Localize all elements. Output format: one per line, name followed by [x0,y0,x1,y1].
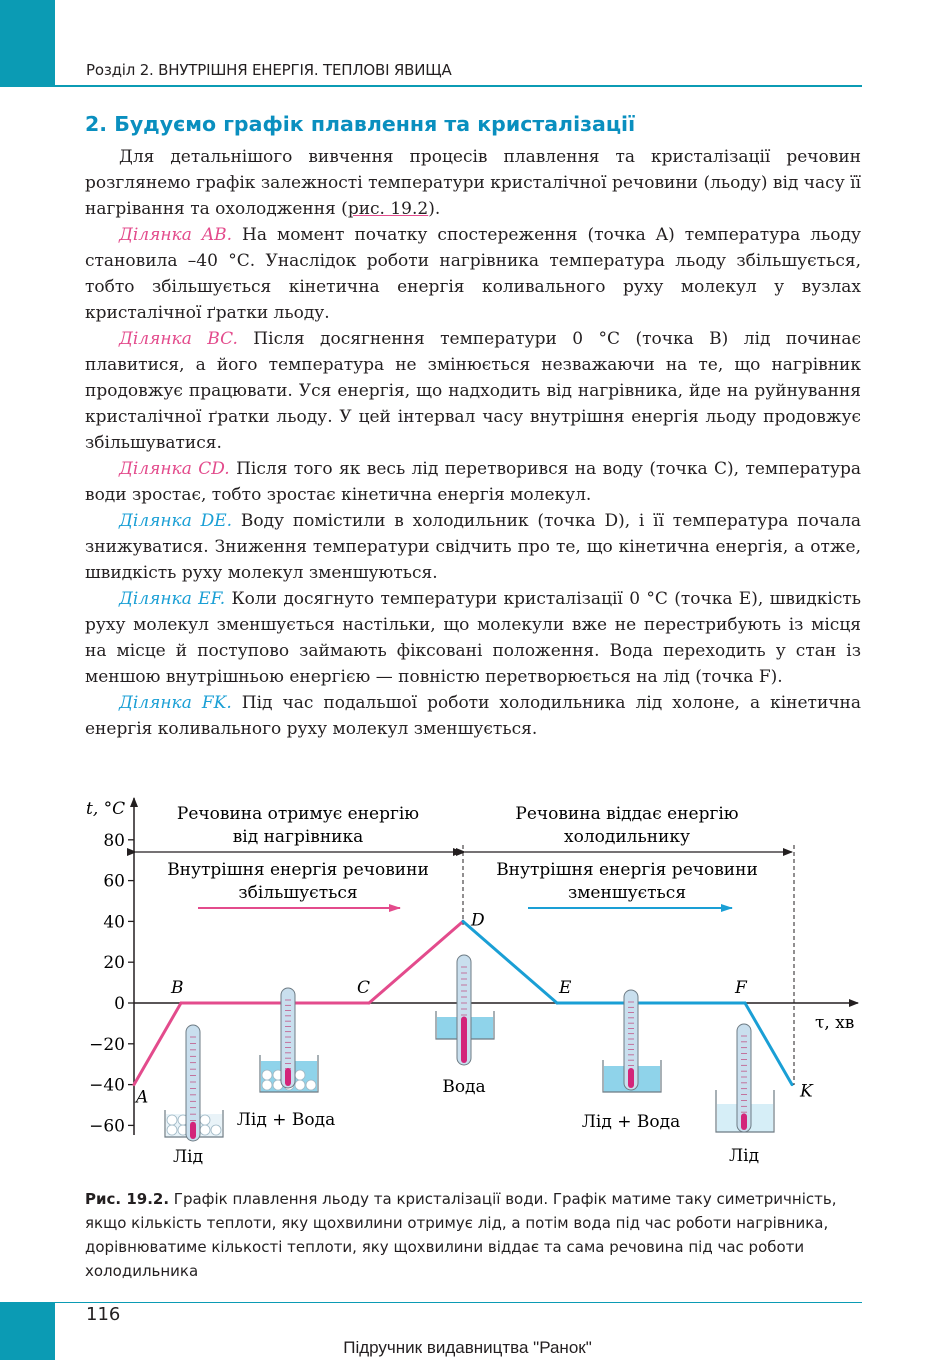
caption-text: Графік плавлення льоду та кристалізації води. Графік матиме таку симетричність, якщо кількість теплоти, яку щохвилини отримує лід, а потім вода під час роботи нагрівника, дорівнюватиме кількості теплоти, яку щохвилини віддає та сама речовина під час роботи холодильника [85,1190,837,1280]
segment-ab-label: Ділянка AB. [119,225,232,245]
curve-segment-cd [369,921,463,1003]
right-top-label-2: холодильнику [564,827,690,847]
body-text [85,144,861,742]
thermometer-label-3: Вода [442,1077,486,1097]
y-tick-label: 0 [114,994,125,1014]
figure-caption [85,1187,855,1283]
y-tick-label: 20 [103,953,125,974]
y-tick-label: 80 [103,830,125,851]
right-mid-label-2: зменшується [567,883,687,903]
segment-cd-text: Після того як весь лід перетворився на воду (точка C), температура води зростає, тобто зростає кінетична енергія молекул. [85,459,861,505]
y-tick-label: 40 [103,912,125,933]
segment-de-text: Воду помістили в холодильник (точка D), і її температура почала знижуватися. Зниження температури свідчить про те, що кінетична енергія, а отже, швидкість руху молекул зменшуються. [85,511,861,583]
point-label-b: B [171,978,184,998]
caption-label: Рис. 19.2. [85,1190,170,1208]
right-mid-label-1: Внутрішня енергія речовини [496,860,758,880]
segment-fk-text: Під час подальшої роботи холодильника лід холоне, а кінетична енергія коливального руху молекул зменшується. [85,693,861,739]
segment-de-label: Ділянка DE. [119,511,233,531]
thermometer-1-icon [165,1025,223,1141]
y-tick-label: −60 [89,1116,125,1137]
y-tick-label: −40 [89,1075,125,1096]
segment-ef-label: Ділянка EF. [119,589,226,609]
thermometer-label-5: Лід [728,1146,760,1166]
paragraph-de [85,508,861,586]
figure-reference-link[interactable]: рис. 19.2 [347,199,429,219]
paragraph-ab [85,222,861,326]
intro-text-end: ). [428,199,441,219]
footer-rule [55,1302,862,1303]
segment-ef-text: Коли досягнуто температури кристалізації 0 °С (точка E), швидкість руху молекул зменшується настільки, що молекули вже не перестрибують із місця на місце й поступово займають фіксовані положення. Вода переходить у стан із меншою внутрішньою енергією — повністю перетворюється на лід (точка F). [85,589,861,687]
thermometer-4-icon [603,990,661,1092]
melting-crystallization-chart [70,790,870,1175]
paragraph-cd [85,456,861,508]
chapter-header: Розділ 2. ВНУТРІШНЯ ЕНЕРГІЯ. ТЕПЛОВІ ЯВИЩА [86,61,452,79]
point-label-d: D [471,910,485,931]
thermometer-label-4: Лід + Вода [581,1112,681,1132]
paragraph-ef [85,586,861,690]
header-rule [55,85,862,87]
right-top-label-1: Речовина віддає енергію [515,804,739,824]
y-tick-label: −20 [89,1034,125,1055]
segment-ab-text: На момент початку спостереження (точка A) температура льоду становила –40 °С. Унаслідок роботи нагрівника температура льоду збільшується, тобто збільшується кінетична енергія коливального руху молекул у вузлах кристалічної ґратки льоду. [85,225,861,323]
curve-segment-ab [134,1003,181,1085]
segment-cd-label: Ділянка CD. [119,459,230,479]
publisher-footer: Підручник видавництва "Ранок" [343,1338,592,1357]
paragraph-fk [85,690,861,742]
thermometer-label-group [173,1077,759,1167]
thermometer-3-icon [436,955,494,1065]
x-axis-label: τ, хв [815,1013,855,1033]
left-mid-label-2: збільшується [238,883,358,903]
point-label-f: F [735,978,747,998]
paragraph-intro [85,144,861,222]
thermometer-label-2: Лід + Вода [236,1110,336,1130]
point-label-e: E [559,978,572,998]
chapter-color-tab [0,0,55,87]
point-label-k: K [800,1081,813,1102]
thermometer-label-1: Лід [172,1147,204,1167]
curve-segment-fk [745,1003,792,1085]
intro-text: Для детальнішого вивчення процесів плавлення та кристалізації речовин розглянемо графік залежності температури кристалічної речовини (льоду) від часу її нагрівання та охолодження ( [85,147,861,219]
left-top-label-2: від нагрівника [232,827,364,847]
segment-bc-text: Після досягнення температури 0 °С (точка B) лід починає плавитися, а його температура не змінюється незважаючи на те, що нагрівник продовжує працювати. Уся енергія, що надходить від нагрівника, йде на руйнування кристалічної ґратки льоду. У цей інтервал часу внутрішня енергія льоду продовжує збільшуватися. [85,329,861,453]
y-axis-label: t, °C [86,799,126,819]
y-tick-group [89,831,134,1137]
left-mid-label-1: Внутрішня енергія речовини [167,860,429,880]
segment-bc-label: Ділянка BC. [119,329,238,349]
y-tick-label: 60 [103,871,125,892]
paragraph-bc [85,326,861,456]
point-label-a: A [136,1087,149,1108]
curve-segment-de [463,921,557,1003]
point-label-c: C [357,978,371,998]
section-title: 2. Будуємо графік плавлення та кристалізації [85,112,636,136]
segment-fk-label: Ділянка FK. [119,693,232,713]
left-top-label-1: Речовина отримує енергію [176,804,420,824]
page-number: 116 [86,1304,121,1325]
